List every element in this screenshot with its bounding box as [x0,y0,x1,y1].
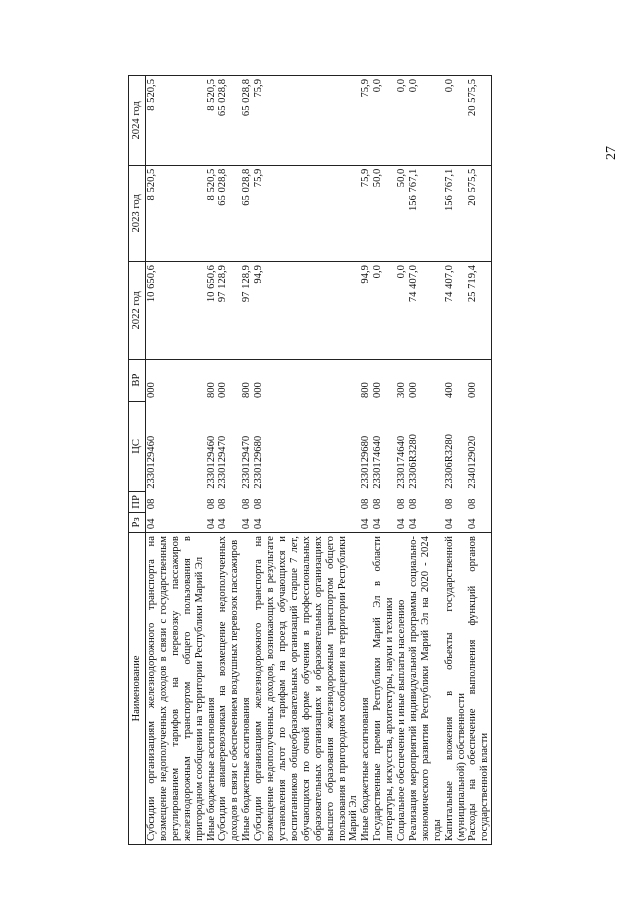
table-cell-rz: 04 [217,518,229,530]
table-cell-2022: 74 407,0 [444,262,468,360]
table-row [408,76,444,845]
table-cell-name: Иные бюджетные ассигнования [241,533,253,845]
header-name: Наименование [129,533,146,845]
table-cell-2024: 0,0 [408,76,444,166]
table-cell-name: Социальное обеспечение и иные выплаты населению [396,533,408,845]
table-cell-cs: 2330174640 [372,435,384,489]
table-cell-vr: 400 [444,359,468,401]
table-cell-pr: 08 [396,498,408,510]
table-cell-2023: 75,9 [360,165,372,261]
table-cell-2023: 75,9 [253,165,360,261]
page-number: 27 [604,146,619,160]
table-cell-pr: 08 [443,498,455,510]
table-row [253,76,360,845]
table-cell-cs: 2330129460 [146,435,157,489]
table-cell-vr: 800 [360,359,372,401]
table-cell-cs: 2330129680 [253,435,265,489]
table-cell-cs: 2330129460 [205,435,217,489]
table-cell-name: Капитальные вложения в объекты государственной (муниципальной) собственности [444,533,468,845]
table-cell-pr: 08 [253,498,265,510]
table-row [217,76,241,845]
table-cell-rz: 04 [396,518,408,530]
table-cell-2022: 97 128,9 [217,262,241,360]
header-cs: ЦС [129,401,146,492]
table-cell-2022: 25 719,4 [467,262,491,360]
table-cell-cs: 2330129470 [217,435,229,489]
table-cell-2023: 8 520,5 [206,165,218,261]
table-cell-rz: 04 [407,518,419,530]
table-cell-vr: 000 [146,359,206,401]
table-cell-2023: 8 520,5 [146,165,206,261]
table-cell-2024: 8 520,5 [206,76,218,166]
table-cell-2022: 10 650,6 [146,262,206,360]
table-cell-2024: 65 028,8 [217,76,241,166]
table-cell-pr: 08 [372,498,384,510]
table-row [372,76,396,845]
table-cell-name: Субсидии организациям железнодорожного транспорта на возмещение недополученных доходов, возникающих в результате установления льгот по тарифам на проезд обучающихся и воспитанников общеобразовательных организаций старше 7 лет, обучающихся по очной форме обучения в профессиональных образовательных организациях и образовательных организациях высшего образования железнодорожным транспортом общего пользования в пригородном сообщении на территории Республики Марий Эл [253,533,360,845]
table-cell-rz: 04 [372,518,384,530]
table-cell-2024: 0,0 [444,76,468,166]
table-cell-2024: 75,9 [360,76,372,166]
header-2023: 2023 год [129,165,146,261]
table-cell-vr: 000 [467,359,491,401]
table-cell-name: Государственные премии Республики Марий Эл в области литературы, искусства, архитектуры, науки и техники [372,533,396,845]
table-cell-2023: 65 028,8 [217,165,241,261]
table-cell-2023: 156 767,1 [408,165,444,261]
table-cell-vr: 000 [253,359,360,401]
table-row [396,76,408,845]
table-cell-2023: 50,0 [372,165,396,261]
table-cell-cs: 2330129470 [241,435,253,489]
table-body [146,76,492,845]
table-cell-rz: 04 [241,518,253,530]
table-cell-2024: 0,0 [396,76,408,166]
table-cell-pr: 08 [467,492,491,512]
header-rz: Рз [129,512,146,532]
header-2024: 2024 год [129,76,146,166]
table-cell-name: Иные бюджетные ассигнования [206,533,218,845]
table-cell-rz: 04 [360,518,372,530]
table-cell-pr: 08 [407,498,419,510]
table-cell-rz: 04 [205,518,217,530]
table-header-row [129,76,146,845]
table-cell-rz: 04 [253,518,265,530]
table-cell-pr: 08 [241,498,253,510]
table-row [146,76,206,845]
table-cell-rz: 04 [146,518,157,530]
table-cell-name: Иные бюджетные ассигнования [360,533,372,845]
table-cell-2022: 0,0 [372,262,396,360]
table-cell-2024: 0,0 [372,76,396,166]
table-cell-2023: 20 575,5 [467,165,491,261]
table-cell-2024: 8 520,5 [146,76,206,166]
table-row [444,76,468,845]
table-cell-2024: 75,9 [253,76,360,166]
header-pr: ПР [129,492,146,512]
table-cell-name: Субсидии авиаперевозчикам на возмещение недополученных доходов в связи с обеспечением воздушных перевозок пассажиров [217,533,241,845]
table-cell-2022: 10 650,6 [206,262,218,360]
header-vr: ВР [129,359,146,401]
table-cell-cs: 2330129680 [360,435,372,489]
table-cell-rz: 04 [443,518,455,530]
budget-table [128,75,492,845]
table-cell-2022: 74 407,0 [408,262,444,360]
table-cell-2022: 94,9 [253,262,360,360]
table-cell-2023: 50,0 [396,165,408,261]
table-cell-2023: 156 767,1 [444,165,468,261]
table-cell-name: Реализация мероприятий индивидуальной программы социально-экономического развития Республики Марий Эл на 2020 - 2024 годы [408,533,444,845]
rotated-table-sheet [128,75,608,845]
table-cell-cs: 2330174640 [396,435,408,489]
table-row [467,76,491,845]
table-row [206,76,218,845]
table-cell-vr: 000 [408,359,444,401]
table-cell-pr: 08 [360,498,372,510]
table-cell-vr: 800 [206,359,218,401]
table-cell-2023: 65 028,8 [241,165,253,261]
table-cell-name: Субсидии организациям железнодорожного транспорта на возмещение недополученных доходов в связи с государственным регулированием тарифов на перевозку пассажиров железнодорожным транспортом общего пользования в пригородном сообщении на территории Республики Марий Эл [146,533,206,845]
table-cell-2022: 94,9 [360,262,372,360]
table-cell-vr: 800 [241,359,253,401]
table-row [241,76,253,845]
table-cell-vr: 300 [396,359,408,401]
table-cell-rz: 04 [467,512,491,532]
header-2022: 2022 год [129,262,146,360]
table-cell-2022: 97 128,9 [241,262,253,360]
table-cell-cs: 2340129020 [467,401,491,492]
table-cell-2022: 0,0 [396,262,408,360]
table-cell-cs: 23306R3280 [443,434,455,489]
table-cell-cs: 23306R3280 [407,434,419,489]
table-cell-pr: 08 [217,498,229,510]
table-cell-vr: 000 [217,359,241,401]
table-row [360,76,372,845]
table-cell-2024: 65 028,8 [241,76,253,166]
table-cell-vr: 000 [372,359,396,401]
table-cell-pr: 08 [146,498,157,510]
table-cell-name: Расходы на обеспечение выполнения функций органов государственной власти [467,533,491,845]
table-cell-2024: 20 575,5 [467,76,491,166]
table-cell-pr: 08 [205,498,217,510]
